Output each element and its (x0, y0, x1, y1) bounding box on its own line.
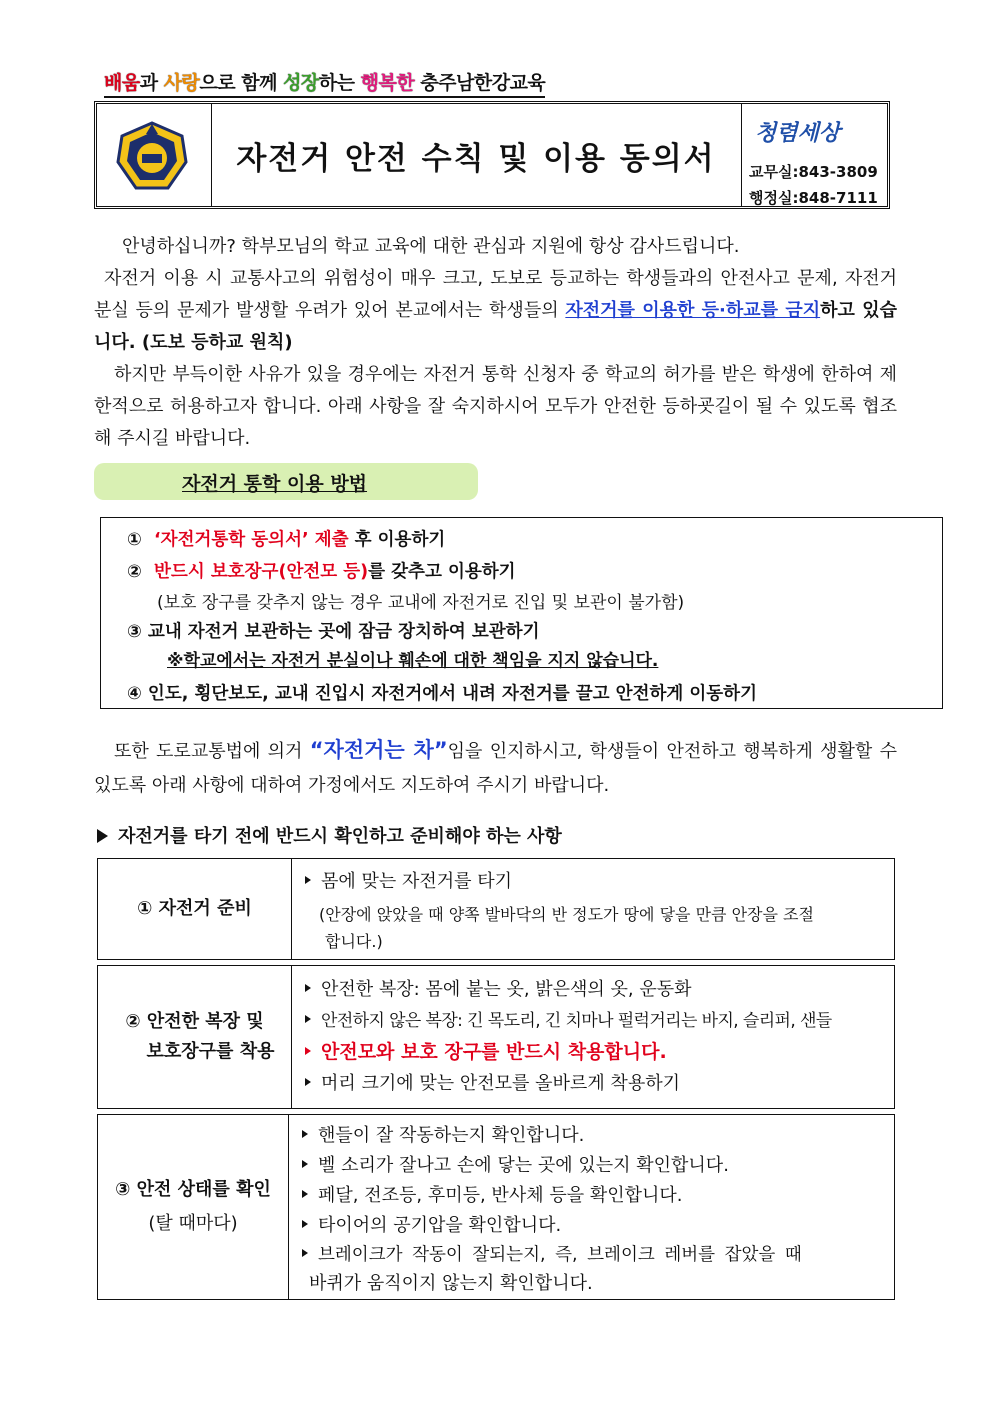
bike-prep-note-2: 합니다.) (325, 932, 383, 951)
slogan-word-4: 으로 함께 (199, 72, 284, 94)
list-item-continuation: 바퀴가 움직이지 않는지 확인합니다. (309, 1273, 593, 1294)
list-item (305, 975, 692, 1001)
slogan-word-5: 성장 (283, 72, 319, 94)
slogan-word-6: 하는 (318, 72, 361, 94)
slogan-word-8: 충주남한강교육 (414, 72, 546, 94)
list-item-text: 브레이크가 작동이 잘되는지, 즉, 브레이크 레버를 잡았을 때 (318, 1245, 802, 1265)
section-title: 자전거 통학 이용 방법 (182, 473, 368, 495)
document-header (94, 101, 890, 209)
slogan-word-7: 행복한 (360, 72, 415, 94)
rule-2-highlight: 반드시 보호장구(안전모 등) (154, 562, 369, 582)
law-text-a: 또한 도로교통법에 의거 (114, 741, 310, 762)
gear-label-line-2: 보호장구를 착용 (146, 1041, 275, 1062)
list-item (302, 1121, 584, 1147)
rule-2-note: (보호 장구를 갖추지 않는 경우 교내에 자전거로 진입 및 보관이 불가함) (157, 593, 685, 613)
list-item (302, 1151, 729, 1177)
list-item (305, 1069, 680, 1095)
rules-box (100, 517, 943, 709)
intro-p2-prohibition: 자전거를 이용한 등·하교를 금지 (565, 300, 821, 321)
rule-3: ③ 교내 자전거 보관하는 곳에 잠금 장치하여 보관하기 (127, 622, 540, 642)
rule-3-note: ※학교에서는 자전거 분실이나 훼손에 대한 책임을 지지 않습니다. (167, 651, 659, 671)
list-item (305, 867, 512, 893)
gear-label (98, 966, 292, 1108)
rule-2 (127, 558, 516, 583)
contact-cell (741, 104, 887, 206)
list-item-text: 핸들이 잘 작동하는지 확인합니다. (318, 1125, 585, 1146)
checklist-title-text: 자전거를 타기 전에 반드시 확인하고 준비해야 하는 사항 (118, 826, 562, 847)
checklist-table-safety (97, 1114, 895, 1300)
safety-content (288, 1115, 894, 1299)
document-title: 자전거 안전 수칙 및 이용 동의서 (211, 104, 742, 206)
list-item-text: 몸에 맞는 자전거를 타기 (321, 871, 513, 892)
checklist-title (97, 822, 562, 848)
list-item (302, 1241, 802, 1266)
section-title-pill (94, 463, 478, 500)
rule-4: ④ 인도, 횡단보도, 교내 진입시 자전거에서 내려 자전거를 끌고 안전하게 이동하기 (127, 684, 757, 704)
gear-label-line-1: ② 안전한 복장 및 (125, 1011, 264, 1032)
list-item (305, 1006, 832, 1031)
bullet-icon (305, 1047, 311, 1055)
bullet-icon (302, 1160, 308, 1168)
checklist-table-bike (97, 858, 895, 960)
list-item-text: 안전한 복장: 몸에 붙는 옷, 밝은색의 옷, 운동화 (321, 979, 692, 1000)
list-item (302, 1181, 682, 1207)
bullet-icon (302, 1130, 308, 1138)
bullet-icon (305, 1078, 311, 1086)
admin-phone: 행정실:848-7111 (749, 189, 878, 207)
safety-label-line-2: (탈 때마다) (148, 1213, 238, 1234)
intro-paragraph-3: 하지만 부득이한 사유가 있을 경우에는 자전거 통학 신청자 중 학교의 허가를 받은 학생에 한하여 제한적으로 허용하고자 합니다. 아래 사항을 잘 숙지하시어 모두가 안전한 등하굣길이 될 수 있도록 협조해 주시길 바랍니다. (94, 364, 897, 449)
list-item-text: 벨 소리가 잘나고 손에 닿는 곳에 있는지 확인합니다. (318, 1155, 729, 1176)
checklist-table-gear (97, 965, 895, 1109)
list-item (302, 1211, 561, 1237)
office-phone: 교무실:843-3809 (749, 163, 878, 181)
law-text-c: 임을 인지하시고, 학생들이 안전하고 행복하게 생활할 수 있도록 아래 사항에 대하여 가정에서도 지도하여 주시기 바랍니다. (94, 741, 897, 796)
school-emblem-icon (115, 120, 189, 194)
slogan-word-3: 사랑 (163, 72, 200, 94)
integrity-brand-logo: 청렴세상 (755, 120, 841, 146)
slogan-word-2: 과 (139, 72, 164, 94)
bike-prep-note-1: (안장에 앉았을 때 양쪽 발바닥의 반 정도가 땅에 닿을 만큼 안장을 조절 (319, 905, 814, 924)
logo-cell (97, 104, 212, 206)
slogan-word-1: 배움 (104, 72, 140, 94)
safety-label-line-1: ③ 안전 상태를 확인 (115, 1179, 271, 1200)
rule-2-text: 를 갖추고 이용하기 (368, 562, 516, 582)
law-highlight: “자전거는 차” (309, 738, 448, 762)
bullet-icon (305, 876, 311, 884)
intro-p2-text: 자전거 이용 시 교통사고의 위험성이 매우 크고, 도보로 등교하는 학생들과의 안전사고 문제, 자전거 분실 등의 문제가 발생할 우려가 있어 본교에서는 학생들의 (94, 268, 897, 321)
rule-2-number: ② (127, 562, 142, 582)
intro-paragraph-1: 안녕하십니까? 학부모님의 학교 교육에 대한 관심과 지원에 항상 감사드립니다. (122, 236, 740, 257)
rule-1-highlight: ‘자전거통학 동의서’ 제출 (154, 530, 349, 550)
intro-paragraph-2 (94, 263, 897, 359)
triangle-bullet-icon (97, 829, 108, 843)
list-item-text: 머리 크기에 맞는 안전모를 올바르게 착용하기 (321, 1073, 680, 1094)
bike-prep-label: ① 자전거 준비 (98, 859, 292, 959)
law-paragraph (94, 733, 897, 803)
rule-1-text: 후 이용하기 (348, 530, 446, 550)
rule-1 (127, 526, 445, 551)
bike-prep-content (291, 859, 894, 959)
bullet-icon (302, 1220, 308, 1228)
intro-p2-principle: 하고 있습니다. (도보 등하교 원칙) (94, 300, 897, 353)
bullet-icon (305, 1015, 311, 1023)
gear-content (291, 966, 894, 1108)
slogan (104, 68, 545, 98)
bullet-icon (302, 1190, 308, 1198)
safety-label (98, 1115, 289, 1299)
rule-1-number: ① (127, 530, 142, 550)
list-item-text: 안전모와 보호 장구를 반드시 착용합니다. (321, 1041, 667, 1063)
bullet-icon (305, 984, 311, 992)
bullet-icon (302, 1249, 308, 1257)
list-item-text: 안전하지 않은 복장: 긴 목도리, 긴 치마나 펄럭거리는 바지, 슬리퍼, 샌들 (321, 1011, 832, 1031)
list-item-text: 페달, 전조등, 후미등, 반사체 등을 확인합니다. (318, 1185, 683, 1206)
list-item-important (305, 1037, 667, 1064)
list-item-text: 타이어의 공기압을 확인합니다. (318, 1215, 562, 1236)
